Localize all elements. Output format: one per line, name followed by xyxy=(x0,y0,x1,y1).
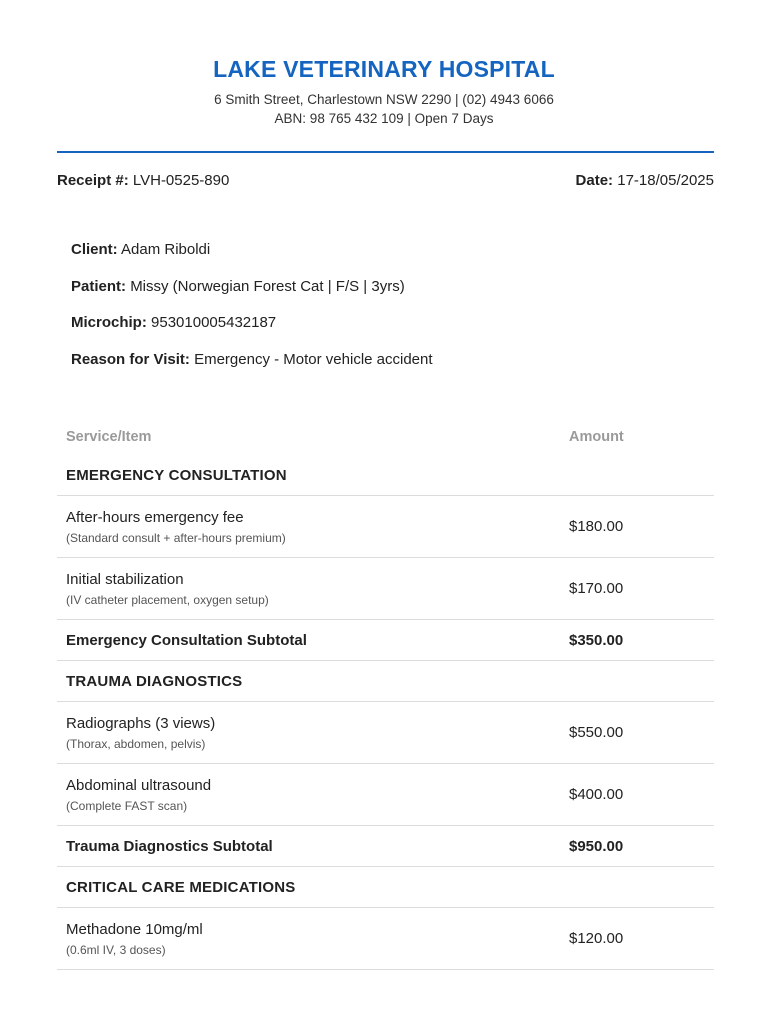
client-line xyxy=(71,240,433,277)
clinic-header xyxy=(0,0,768,128)
service-cell xyxy=(57,702,569,764)
amount-cell: $120.00 xyxy=(569,908,714,970)
table-header-row xyxy=(57,418,714,455)
receipt-date xyxy=(576,172,714,189)
clinic-abn: ABN: 98 765 432 109 | Open 7 Days xyxy=(274,111,494,126)
service-description: (Complete FAST scan) xyxy=(66,798,188,813)
table-row xyxy=(57,496,714,558)
microchip-value: 953010005432187 xyxy=(151,314,277,332)
section-title: CRITICAL CARE MEDICATIONS xyxy=(57,867,714,908)
reason-label: Reason for Visit: xyxy=(71,351,190,369)
service-column-header: Service/Item xyxy=(66,428,152,445)
service-name: Abdominal ultrasound xyxy=(66,776,212,794)
service-description: (0.6ml IV, 3 doses) xyxy=(66,942,166,957)
subtotal-amount: $350.00 xyxy=(569,620,714,661)
amount-cell: $180.00 xyxy=(569,496,714,558)
table-row xyxy=(57,764,714,826)
patient-value: Missy (Norwegian Forest Cat | F/S | 3yrs) xyxy=(130,277,405,295)
table-row xyxy=(57,702,714,764)
services-table xyxy=(57,418,714,970)
table-row xyxy=(57,558,714,620)
receipt-date-label: Date: xyxy=(575,172,614,189)
amount-cell: $170.00 xyxy=(569,558,714,620)
header-divider xyxy=(57,151,714,153)
table-row xyxy=(57,908,714,970)
amount-cell: $550.00 xyxy=(569,702,714,764)
receipt-number xyxy=(57,172,229,189)
clinic-name: LAKE VETERINARY HOSPITAL xyxy=(213,56,555,82)
service-name: Radiographs (3 views) xyxy=(66,714,216,732)
receipt-meta xyxy=(57,172,714,189)
section-row-emergency-consultation xyxy=(57,455,714,496)
section-row-critical-care-medications xyxy=(57,867,714,908)
receipt-date-value: 17-18/05/2025 xyxy=(617,172,714,189)
clinic-address: 6 Smith Street, Charlestown NSW 2290 | (02) 4943 6066 xyxy=(214,92,554,107)
service-name: Methadone 10mg/ml xyxy=(66,920,203,938)
amount-column-header: Amount xyxy=(569,428,624,445)
service-cell xyxy=(57,496,569,558)
subtotal-label: Emergency Consultation Subtotal xyxy=(57,620,569,661)
service-description: (Standard consult + after-hours premium) xyxy=(66,530,286,545)
receipt-number-value: LVH-0525-890 xyxy=(132,172,230,189)
reason-line xyxy=(71,350,433,387)
reason-value: Emergency - Motor vehicle accident xyxy=(194,351,433,369)
microchip-label: Microchip: xyxy=(71,314,147,332)
service-description: (Thorax, abdomen, pelvis) xyxy=(66,736,206,751)
service-name: After-hours emergency fee xyxy=(66,508,244,526)
section-row-trauma-diagnostics xyxy=(57,661,714,702)
subtotal-row xyxy=(57,826,714,867)
section-title: EMERGENCY CONSULTATION xyxy=(57,455,714,496)
client-label: Client: xyxy=(71,241,118,258)
service-description: (IV catheter placement, oxygen setup) xyxy=(66,592,269,607)
subtotal-row xyxy=(57,620,714,661)
client-details xyxy=(71,240,433,387)
service-name: Initial stabilization xyxy=(66,570,184,588)
service-cell xyxy=(57,764,569,826)
service-cell xyxy=(57,908,569,970)
amount-cell: $400.00 xyxy=(569,764,714,826)
patient-line xyxy=(71,277,433,314)
microchip-line xyxy=(71,313,433,350)
receipt-number-label: Receipt #: xyxy=(57,172,129,189)
subtotal-amount: $950.00 xyxy=(569,826,714,867)
client-value: Adam Riboldi xyxy=(121,241,211,258)
subtotal-label: Trauma Diagnostics Subtotal xyxy=(57,826,569,867)
patient-label: Patient: xyxy=(71,277,127,295)
section-title: TRAUMA DIAGNOSTICS xyxy=(57,661,714,702)
service-cell xyxy=(57,558,569,620)
